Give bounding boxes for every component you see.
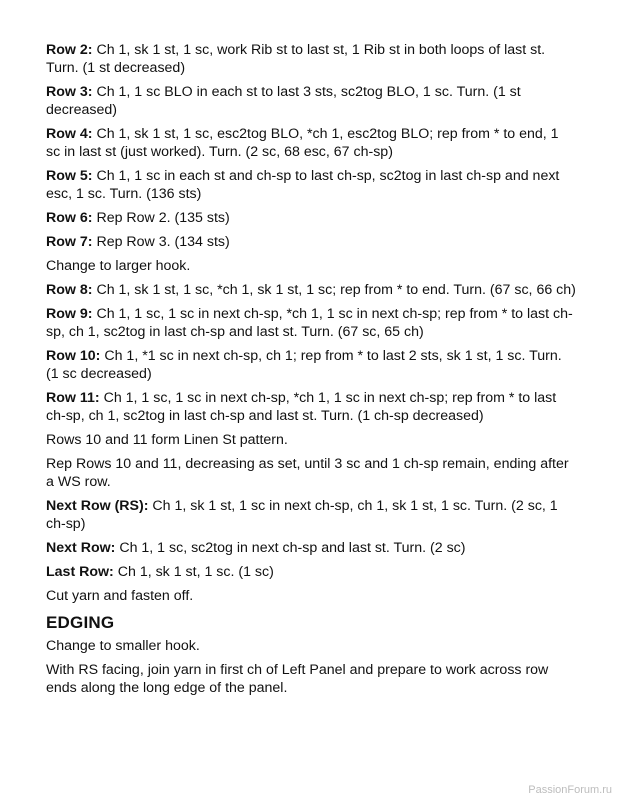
- instruction-fasten-off: [46, 587, 576, 605]
- instruction-next-row-rs: [46, 497, 576, 533]
- instruction-last-row: [46, 563, 576, 581]
- row-text: Rep Row 3. (134 sts): [92, 234, 230, 250]
- row-text: Ch 1, sk 1 st, 1 sc, esc2tog BLO, *ch 1, esc2tog BLO; rep from * to end, 1 sc in last st (just worked). Turn. (2 sc, 68 esc, 67 ch-sp): [46, 126, 559, 160]
- row-label: Row 4:: [46, 126, 93, 142]
- row-text: Ch 1, 1 sc BLO in each st to last 3 sts, sc2tog BLO, 1 sc. Turn. (1 st decreased): [46, 84, 521, 118]
- row-text: Rows 10 and 11 form Linen St pattern.: [46, 432, 288, 448]
- instruction-linen-st: [46, 431, 576, 449]
- row-label: Row 2:: [46, 42, 93, 58]
- instruction-row-3: [46, 83, 576, 119]
- row-label: Next Row:: [46, 540, 116, 556]
- row-text: Rep Rows 10 and 11, decreasing as set, until 3 sc and 1 ch-sp remain, ending after a WS row.: [46, 456, 569, 490]
- row-label: Row 5:: [46, 168, 93, 184]
- instruction-row-8: [46, 281, 576, 299]
- instruction-row-7: [46, 233, 576, 251]
- watermark-text: PassionForum.ru: [528, 784, 612, 796]
- document-page: [46, 41, 576, 703]
- row-label: Row 7:: [46, 234, 93, 250]
- row-text: Ch 1, 1 sc, 1 sc in next ch-sp, *ch 1, 1 sc in next ch-sp; rep from * to last ch-sp, ch 1, sc2tog in last ch-sp and last st. Turn. (1 ch-sp decreased): [46, 390, 557, 424]
- section-heading-edging: EDGING: [46, 613, 115, 632]
- row-text: Ch 1, 1 sc, sc2tog in next ch-sp and last st. Turn. (2 sc): [115, 540, 466, 556]
- instruction-next-row: [46, 539, 576, 557]
- row-text: Ch 1, sk 1 st, 1 sc, work Rib st to last st, 1 Rib st in both loops of last st. Turn. (1 st decreased): [46, 42, 546, 76]
- row-text: Ch 1, *1 sc in next ch-sp, ch 1; rep from * to last 2 sts, sk 1 st, 1 sc. Turn. (1 sc decreased): [46, 348, 562, 382]
- row-label: Row 10:: [46, 348, 101, 364]
- instruction-row-5: [46, 167, 576, 203]
- instruction-row-11: [46, 389, 576, 425]
- row-text: Ch 1, sk 1 st, 1 sc in next ch-sp, ch 1, sk 1 st, 1 sc. Turn. (2 sc, 1 ch-sp): [46, 498, 558, 532]
- row-label: Next Row (RS):: [46, 498, 149, 514]
- row-label: Row 9:: [46, 306, 93, 322]
- instruction-row-9: [46, 305, 576, 341]
- instruction-rep-rows: [46, 455, 576, 491]
- row-label: Last Row:: [46, 564, 114, 580]
- edging-paragraph: Change to smaller hook.: [46, 638, 200, 654]
- instruction-row-6: [46, 209, 576, 227]
- row-label: Row 6:: [46, 210, 93, 226]
- row-text: Ch 1, 1 sc in each st and ch-sp to last ch-sp, sc2tog in last ch-sp and next esc, 1 sc. Turn. (136 sts): [46, 168, 560, 202]
- row-text: Rep Row 2. (135 sts): [92, 210, 230, 226]
- row-label: Row 3:: [46, 84, 93, 100]
- instruction-row-2: [46, 41, 576, 77]
- row-text: Ch 1, 1 sc, 1 sc in next ch-sp, *ch 1, 1 sc in next ch-sp; rep from * to last ch-sp, ch 1, sc2tog in last ch-sp and last st. Turn. (67 sc, 65 ch): [46, 306, 573, 340]
- edging-paragraph: With RS facing, join yarn in first ch of Left Panel and prepare to work across row ends along the long edge of the panel.: [46, 662, 549, 696]
- row-text: Cut yarn and fasten off.: [46, 588, 194, 604]
- row-text: Change to larger hook.: [46, 258, 191, 274]
- row-text: Ch 1, sk 1 st, 1 sc. (1 sc): [113, 564, 274, 580]
- row-text: Ch 1, sk 1 st, 1 sc, *ch 1, sk 1 st, 1 sc; rep from * to end. Turn. (67 sc, 66 ch): [92, 282, 576, 298]
- instruction-change-hook: [46, 257, 576, 275]
- instruction-row-4: [46, 125, 576, 161]
- row-label: Row 8:: [46, 282, 93, 298]
- instruction-row-10: [46, 347, 576, 383]
- row-label: Row 11:: [46, 390, 100, 406]
